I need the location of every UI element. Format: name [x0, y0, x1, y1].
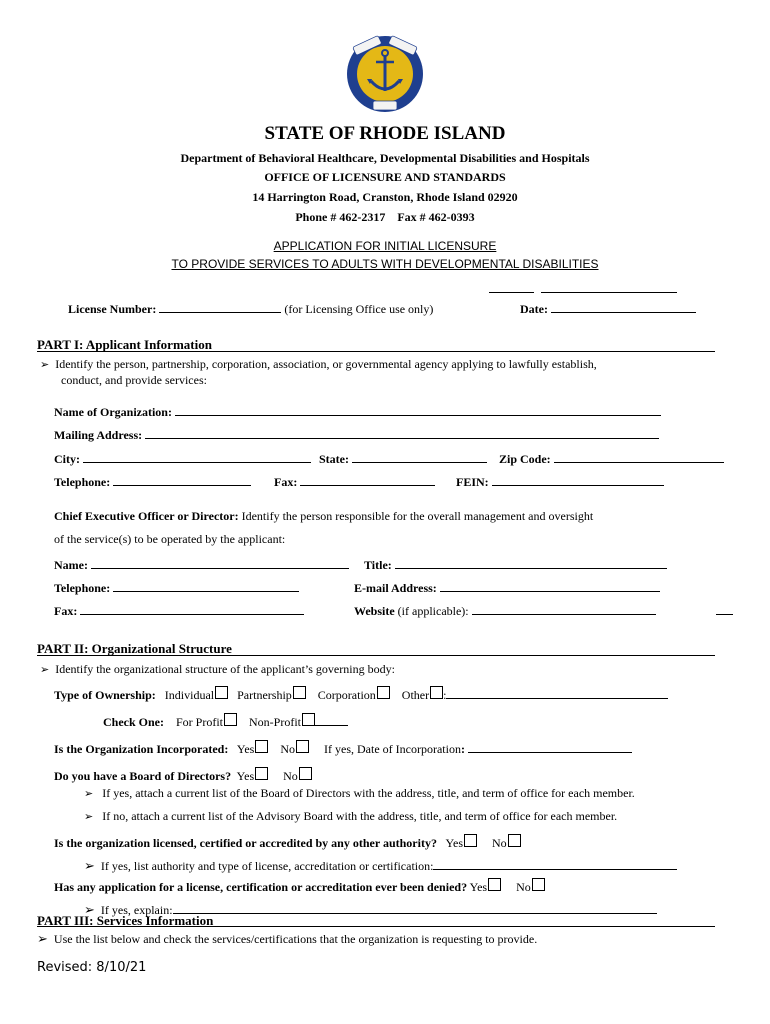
profit-row — [103, 713, 348, 730]
fax-row — [274, 473, 435, 490]
arrow-icon: ➢ — [84, 788, 94, 800]
mailing-label: Mailing Address: — [54, 428, 143, 442]
licensed-no-label: No — [492, 836, 507, 850]
application-title-2: TO PROVIDE SERVICES TO ADULTS WITH DEVELOPMENTAL DISABILITIES — [171, 257, 599, 271]
part1-bullet-text-1: Identify the person, partnership, corporation, association, or governmental agency applying to lawfully establish, — [55, 357, 597, 371]
corporation-checkbox[interactable] — [377, 686, 390, 699]
license-number-field[interactable] — [159, 300, 281, 313]
arrow-icon: ➢ — [37, 931, 48, 946]
partnership-checkbox[interactable] — [293, 686, 306, 699]
other-checkbox[interactable] — [430, 686, 443, 699]
individual-checkbox[interactable] — [215, 686, 228, 699]
office-phone: Phone # 462-2317 — [295, 210, 386, 224]
part2-heading: PART II: Organizational Structure — [37, 641, 232, 656]
non-profit-checkbox[interactable] — [302, 713, 315, 726]
office-name: OFFICE OF LICENSURE AND STANDARDS — [264, 170, 506, 184]
licensed-no-checkbox[interactable] — [508, 834, 521, 847]
corporation-label: Corporation — [317, 688, 376, 702]
part2-rule — [37, 655, 715, 656]
denied-bullet-field[interactable] — [173, 901, 657, 914]
partnership-label: Partnership — [237, 688, 292, 702]
licensed-yes-label: Yes — [445, 836, 463, 850]
arrow-icon: ➢ — [40, 359, 50, 371]
ceo-telephone-label: Telephone: — [54, 581, 111, 595]
arrow-icon: ➢ — [84, 858, 95, 873]
incorporated-label: Is the Organization Incorporated: — [54, 742, 229, 756]
zip-row — [499, 450, 724, 467]
ceo-website-note: (if applicable): — [397, 604, 469, 618]
part3-bullet-text: Use the list below and check the services/certifications that the organization is requesting to provide. — [53, 932, 538, 946]
individual-label: Individual — [164, 688, 215, 702]
part3-heading: PART III: Services Information — [37, 913, 214, 928]
denied-label: Has any application for a license, certification or accreditation ever been denied? — [54, 880, 468, 894]
denied-bullet-text: If yes, explain: — [100, 903, 173, 917]
incorporated-yes-label: Yes — [236, 742, 255, 756]
date-label: Date: — [520, 302, 548, 316]
ceo-website-row — [354, 602, 656, 619]
incorporated-no-checkbox[interactable] — [296, 740, 309, 753]
other-field[interactable] — [446, 686, 668, 699]
org-name-row — [54, 403, 661, 420]
part1-bullet — [40, 357, 597, 372]
board-bullet-2 — [84, 809, 617, 824]
mailing-field[interactable] — [145, 426, 659, 439]
zip-field[interactable] — [554, 450, 724, 463]
arrow-icon: ➢ — [84, 811, 94, 823]
board-bullet-1-text: If yes, attach a current list of the Board of Directors with the address, title, and term of office for each member. — [102, 786, 635, 800]
part3-rule — [37, 926, 715, 927]
application-title-1: APPLICATION FOR INITIAL LICENSURE — [273, 239, 497, 253]
licensed-row — [54, 834, 521, 851]
arrow-icon: ➢ — [40, 664, 50, 676]
board-yes-checkbox[interactable] — [255, 767, 268, 780]
ceo-website-field[interactable] — [472, 602, 656, 615]
ceo-email-label: E-mail Address: — [354, 581, 437, 595]
mailing-row — [54, 426, 659, 443]
ceo-title-field[interactable] — [395, 556, 667, 569]
board-bullet-1 — [84, 786, 635, 801]
ceo-telephone-field[interactable] — [113, 579, 299, 592]
ceo-email-field[interactable] — [440, 579, 660, 592]
license-row — [68, 300, 433, 317]
license-number-label: License Number: — [68, 302, 157, 316]
licensed-label: Is the organization licensed, certified or accredited by any other authority? — [54, 836, 437, 850]
office-address: 14 Harrington Road, Cranston, Rhode Island 02920 — [252, 190, 518, 204]
ceo-fax-label: Fax: — [54, 604, 78, 618]
ownership-label: Type of Ownership: — [54, 688, 156, 702]
date-field[interactable] — [551, 300, 696, 313]
zip-label: Zip Code: — [499, 452, 551, 466]
board-no-label: No — [283, 769, 298, 783]
telephone-label: Telephone: — [54, 475, 111, 489]
inc-date-field[interactable] — [468, 740, 632, 753]
ownership-row: Type of Ownership: Individual Partnership Corporation Other : — [54, 686, 668, 703]
org-name-field[interactable] — [175, 403, 661, 416]
inc-date-label: If yes, Date of Incorporation — [324, 742, 461, 756]
state-seal — [345, 33, 425, 115]
office-fax: Fax # 462-0393 — [397, 210, 475, 224]
licensed-bullet-field[interactable] — [433, 857, 677, 870]
telephone-row — [54, 473, 251, 490]
denied-no-label: No — [516, 880, 531, 894]
ceo-website-label: Website — [354, 604, 395, 618]
board-bullet-2-text: If no, attach a current list of the Advisory Board with the address, title, and term of office for each member. — [102, 809, 618, 823]
board-no-checkbox[interactable] — [299, 767, 312, 780]
city-label: City: — [54, 452, 80, 466]
for-profit-checkbox[interactable] — [224, 713, 237, 726]
part2-bullet-text: Identify the organizational structure of the applicant’s governing body: — [55, 662, 395, 676]
licensed-yes-checkbox[interactable] — [464, 834, 477, 847]
ceo-label: Chief Executive Officer or Director: — [54, 509, 239, 523]
non-profit-label: Non-Profit — [249, 715, 302, 729]
ceo-email-row — [354, 579, 660, 596]
other-label: Other — [401, 688, 430, 702]
denied-yes-label: Yes — [469, 880, 488, 894]
ceo-text: Identify the person responsible for the overall management and oversight — [241, 509, 594, 523]
fax-label: Fax: — [274, 475, 298, 489]
department-name: Department of Behavioral Healthcare, Developmental Disabilities and Hospitals — [180, 151, 590, 165]
org-name-label: Name of Organization: — [54, 405, 172, 419]
fein-label: FEIN: — [456, 475, 489, 489]
profit-extra-line — [315, 713, 348, 726]
city-field[interactable] — [83, 450, 311, 463]
ceo-name-field[interactable] — [91, 556, 349, 569]
ceo-fax-row — [54, 602, 304, 619]
arrow-icon: ➢ — [84, 902, 95, 917]
denied-row — [54, 878, 545, 895]
incorporated-no-label: No — [280, 742, 296, 756]
board-label: Do you have a Board of Directors? — [54, 769, 232, 783]
fax-field[interactable] — [300, 473, 435, 486]
date-line-a — [489, 280, 534, 293]
part1-rule — [37, 351, 715, 352]
denied-yes-checkbox[interactable] — [488, 878, 501, 891]
check-one-label: Check One: — [103, 715, 164, 729]
ceo-fax-field[interactable] — [80, 602, 304, 615]
extra-line — [716, 602, 733, 615]
state-row — [319, 450, 487, 467]
ceo-text-2: of the service(s) to be operated by the applicant: — [54, 532, 286, 546]
licensed-bullet-text: If yes, list authority and type of license, accreditation or certification: — [100, 859, 434, 873]
contact-line — [0, 210, 770, 225]
license-note: (for Licensing Office use only) — [284, 302, 434, 316]
ceo-name-row — [54, 556, 349, 573]
board-yes-label: Yes — [236, 769, 255, 783]
part1-bullet-text-2: conduct, and provide services: — [61, 373, 207, 387]
ceo-name-label: Name: — [54, 558, 88, 572]
incorporated-yes-checkbox[interactable] — [255, 740, 268, 753]
revised-date: Revised: 8/10/21 — [37, 960, 147, 975]
licensed-bullet — [84, 857, 677, 874]
fein-field[interactable] — [492, 473, 664, 486]
telephone-field[interactable] — [113, 473, 251, 486]
ceo-telephone-row — [54, 579, 299, 596]
part3-bullet — [37, 931, 537, 947]
part2-bullet — [40, 662, 395, 677]
city-row — [54, 450, 311, 467]
ceo-title-label: Title: — [364, 558, 392, 572]
date-row — [520, 300, 696, 317]
state-title: STATE OF RHODE ISLAND — [264, 123, 506, 144]
part1-heading: PART I: Applicant Information — [37, 337, 212, 352]
ceo-row — [54, 509, 593, 524]
denied-no-checkbox[interactable] — [532, 878, 545, 891]
board-row — [54, 767, 312, 784]
ceo-title-row — [364, 556, 667, 573]
fein-row — [456, 473, 664, 490]
incorporated-row: Is the Organization Incorporated: Yes No If yes, Date of Incorporation: — [54, 740, 632, 757]
for-profit-label: For Profit — [176, 715, 224, 729]
state-field[interactable] — [352, 450, 487, 463]
state-label: State: — [319, 452, 349, 466]
date-line-b — [541, 280, 677, 293]
